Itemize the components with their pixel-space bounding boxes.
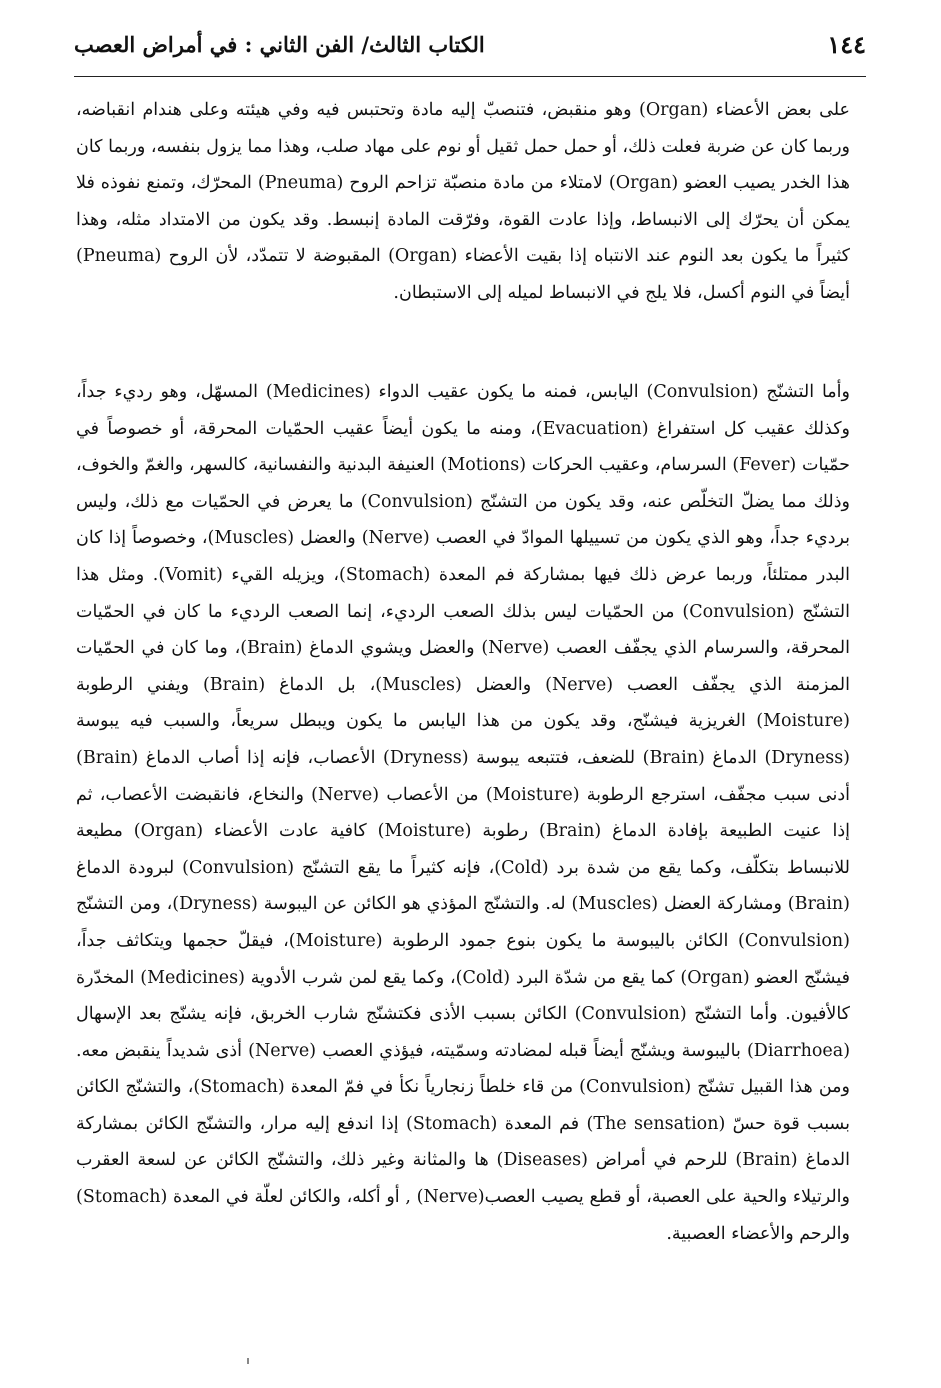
- header-title: الكتاب الثالث/ الفن الثاني : في أمراض العصب: [74, 32, 485, 57]
- scan-speck: [247, 1358, 249, 1364]
- header-divider: [74, 76, 866, 77]
- paragraph-2: وأما التشنّج (Convulsion) اليابس، فمنه ما يكون عقيب الدواء (Medicines) المسهّل، وهو رديء جداً، وكذلك عقيب كل استفراغ (Evacuation)، ومنه ما يكون أيضاً عقيب الحمّيات المحرقة، أو خصوصاً في حمّيات (Fever) السرسام، وعقيب الحركات (Motions) العنيفة البدنية والنفسانية، كالسهر، والغمّ والخوف، وذلك مما يضلّ التخلّص عنه، وقد يكون من التشنّج (Convulsion) ما يعرض في الحمّيات مع ذلك، وليس برديء جداً، وهو الذي يكون من تسييلها الموادّ في العصب (Nerve) والعضل (Muscles)، وخصوصاً إذا كان البدر ممتلئاً، وربما عرض ذلك فيها بمشاركة فم المعدة (Stomach)، ويزيله القيء (Vomit). ومثل هذا التشنّج (Convulsion) من الحمّيات ليس بذلك الصعب الرديء، إنما الصعب الرديء ما كان في الحمّيات المحرقة، والسرسام الذي يجفّف العصب (Nerve) والعضل ويشوي الدماغ (Brain)، وما كان في الحمّيات المزمنة الذي يجفّف العصب (Nerve) والعضل (Muscles)، بل الدماغ (Brain) ويفني الرطوبة (Moisture) الغريزية فيشنّج، وقد يكون من هذا اليابس ما يكون ويبطل سريعاً، والسبب فيه يبوسة (Dryness) الدماغ (Brain) للضعف، فتتبعه يبوسة (Dryness) الأعصاب، فإنه إذا أصاب الدماغ (Brain) أدنى سبب مجفّف، استرجع الرطوبة (Moisture) من الأعصاب (Nerve) والنخاع، فانقبضت الأعصاب، ثم إذا عنيت الطبيعة بإفادة الدماغ (Brain) رطوبة (Moisture) كافية عادت الأعضاء (Organ) مطيعة للانبساط بتكلّف، وكما يقع من شدة برد (Cold)، فإنه كثيراً ما يقع التشنّج (Convulsion) لبرودة الدماغ (Brain) ومشاركة العضل (Muscles) له. والتشنّج المؤذي هو الكائن عن اليبوسة (Dryness)، ومن التشنّج (Convulsion) الكائن باليبوسة ما يكون بنوع جمود الرطوبة (Moisture)، فيقلّ حجمها ويتكاثف جداً، فيشنّج العضو (Organ) كما يقع من شدّة البرد (Cold)، وكما يقع لمن شرب الأدوية (Medicines) المخدّرة كالأفيون. وأما التشنّج (Convulsion) الكائن بسبب الأذى فكتشنّج شارب الخربق، فإنه يشنّج بعد الإسهال (Diarrhoea) باليبوسة ويشنّج أيضاً قبله لمضادته وسمّيته، فيؤذي العصب (Nerve) أذى شديداً ينقبض معه. ومن هذا القبيل تشنّج (Convulsion) من قاء خلطاً زنجارياً نكأ في فمّ المعدة (Stomach)، والتشنّج الكائن بسبب قوة حسّ (The sensation) فم المعدة (Stomach) إذا اندفع إليه مرار، والتشنّج الكائن بمشاركة الدماغ (Brain) للرحم في أمراض (Diseases) ها والمثانة وغير ذلك، والتشنّج الكائن عن لسعة العقرب والرتيلاء والحية على العصبة، أو قطع يصيب العصب(Nerve) , أو أكله، والكائن لعلّة في المعدة (Stomach) والرحم والأعضاء العصبية.: [76, 382, 850, 1244]
- page-number: ١٤٤: [827, 30, 866, 59]
- running-header: [74, 26, 866, 70]
- paragraph-1: على بعض الأعضاء (Organ) وهو منقبض، فتنصبّ إليه مادة وتحتبس فيه وفي هيئته وعلى هندام انقباضه، وربما كان عن ضربة فعلت ذلك، أو حمل حمل ثقيل أو نوم على مهاد صلب، وهذا مما يزول بنفسه، وربما كان هذا الخدر يصيب العضو (Organ) لامتلاء من مادة منصبّة تزاحم الروح (Pneuma) المحرّك، وتمنع نفوذه فلا يمكن أن يحرّك إلى الانبساط، وإذا عادت القوة، وفرّقت المادة إنبسط. وقد يكون من الامتداد مثله، وهذا كثيراً ما يكون بعد النوم عند الانتباه إذا بقيت الأعضاء (Organ) المقبوضة لا تتمدّد، لأن الروح (Pneuma) أيضاً في النوم أكسل، فلا يلج في الانبساط لميله إلى الاستبطان.: [76, 100, 850, 303]
